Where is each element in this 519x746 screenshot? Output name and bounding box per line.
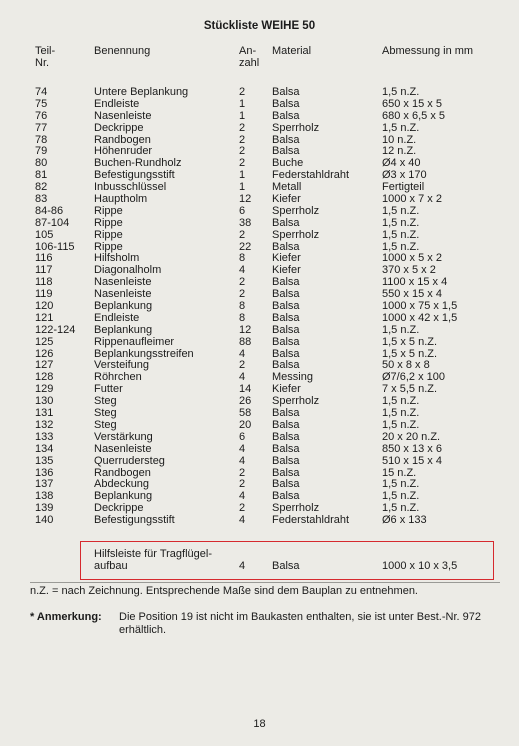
part-quantity: 2 — [239, 145, 246, 158]
part-material: Balsa — [272, 311, 300, 324]
extra-row-name-1: Hilfsleiste für Tragflügel- — [94, 548, 212, 560]
part-number: 83 — [35, 193, 48, 206]
part-material: Balsa — [272, 418, 300, 431]
part-dimension: 1,5 n.Z. — [382, 323, 420, 336]
part-material: Balsa — [272, 109, 300, 122]
part-material: Sperrholz — [272, 204, 320, 217]
part-quantity: 2 — [239, 466, 246, 479]
part-number: 127 — [35, 359, 54, 372]
part-quantity: 4 — [239, 514, 246, 527]
part-material: Balsa — [272, 430, 300, 443]
part-name: Befestigungsstift — [94, 514, 175, 527]
part-quantity: 2 — [239, 157, 246, 170]
part-quantity: 2 — [239, 228, 246, 241]
part-material: Federstahldraht — [272, 169, 350, 182]
part-quantity: 4 — [239, 454, 246, 467]
part-number: 84-86 — [35, 204, 64, 217]
part-number: 137 — [35, 478, 54, 491]
part-number: 132 — [35, 418, 54, 431]
part-dimension: 12 n.Z. — [382, 145, 417, 158]
part-name: Beplankung — [94, 300, 153, 313]
part-number: 134 — [35, 442, 54, 455]
part-name: Nasenleiste — [94, 442, 152, 455]
part-name: Futter — [94, 383, 123, 396]
table-row — [0, 111, 519, 123]
part-name: Buchen-Rundholz — [94, 157, 182, 170]
part-name: Verstärkung — [94, 430, 153, 443]
part-material: Balsa — [272, 288, 300, 301]
part-number: 118 — [35, 276, 53, 289]
part-name: Endleiste — [94, 311, 140, 324]
part-name: Rippenaufleimer — [94, 335, 175, 348]
table-row — [0, 218, 519, 230]
part-material: Messing — [272, 371, 313, 384]
part-number: 106-115 — [35, 240, 75, 253]
part-quantity: 4 — [239, 371, 246, 384]
part-name: Hauptholm — [94, 193, 148, 206]
part-name: Rippe — [94, 240, 123, 253]
part-dimension: 1,5 n.Z. — [382, 478, 420, 491]
table-row — [0, 206, 519, 218]
part-number: 120 — [35, 300, 54, 313]
table-row — [0, 479, 519, 491]
part-quantity: 26 — [239, 395, 252, 408]
part-quantity: 8 — [239, 311, 246, 324]
part-name: Röhrchen — [94, 371, 142, 384]
part-quantity: 1 — [239, 97, 246, 110]
part-dimension: 650 x 15 x 5 — [382, 97, 442, 110]
header-part-number: Teil- Nr. — [35, 45, 56, 69]
part-dimension: 50 x 8 x 8 — [382, 359, 430, 372]
part-number: 122-124 — [35, 323, 76, 336]
part-dimension: 1,5 n.Z. — [382, 121, 420, 134]
part-quantity: 2 — [239, 121, 246, 134]
part-number: 76 — [35, 109, 48, 122]
header-name: Benennung — [94, 45, 151, 57]
part-material: Balsa — [272, 216, 300, 229]
part-number: 74 — [35, 86, 48, 98]
part-dimension: 510 x 15 x 4 — [382, 454, 442, 467]
part-dimension: 370 x 5 x 2 — [382, 264, 436, 277]
part-number: 116 — [35, 252, 53, 265]
part-name: Endleiste — [94, 97, 140, 110]
part-name: Querrudersteg — [94, 454, 165, 467]
table-row — [0, 432, 519, 444]
part-number: 79 — [35, 145, 48, 158]
part-material: Balsa — [272, 133, 300, 146]
table-row — [0, 135, 519, 147]
part-name: Höhenruder — [94, 145, 153, 158]
part-dimension: Ø6 x 133 — [382, 514, 427, 527]
part-material: Metall — [272, 181, 302, 194]
table-row — [0, 170, 519, 182]
footnote: n.Z. = nach Zeichnung. Entsprechende Maße sind dem Bauplan zu entnehmen. — [30, 585, 418, 597]
table-row — [0, 491, 519, 503]
part-quantity: 2 — [239, 276, 246, 289]
page-title: Stückliste WEIHE 50 — [203, 20, 316, 32]
part-number: 121 — [35, 311, 54, 324]
part-quantity: 2 — [239, 359, 246, 372]
part-name: Beplankung — [94, 323, 153, 336]
part-number: 78 — [35, 133, 48, 146]
part-number: 87-104 — [35, 216, 70, 229]
part-material: Federstahldraht — [272, 514, 350, 527]
remark-text: Die Position 19 ist nicht im Baukasten enthalten, sie ist unter Best.-Nr. 972 erhältlich. — [119, 611, 481, 636]
part-dimension: 1000 x 75 x 1,5 — [382, 300, 458, 313]
part-number: 131 — [35, 407, 54, 420]
part-number: 133 — [35, 430, 54, 443]
table-row — [0, 420, 519, 432]
extra-row-qty: 4 — [239, 560, 246, 572]
part-dimension: 680 x 6,5 x 5 — [382, 109, 445, 122]
part-dimension: 1,5 n.Z. — [382, 490, 420, 503]
part-name: Nasenleiste — [94, 288, 152, 301]
part-name: Rippe — [94, 216, 123, 229]
part-quantity: 1 — [239, 169, 246, 182]
part-dimension: 550 x 15 x 4 — [382, 288, 442, 301]
part-material: Kiefer — [272, 193, 301, 206]
part-number: 140 — [35, 514, 54, 527]
table-row — [0, 194, 519, 206]
part-quantity: 4 — [239, 347, 246, 360]
part-name: Randbogen — [94, 466, 151, 479]
header-quantity: An- zahl — [239, 45, 260, 69]
part-dimension: 1100 x 15 x 4 — [382, 276, 448, 289]
part-name: Nasenleiste — [94, 276, 152, 289]
part-dimension: 7 x 5,5 n.Z. — [382, 383, 438, 396]
part-quantity: 22 — [239, 240, 252, 253]
part-dimension: 1,5 n.Z. — [382, 395, 420, 408]
part-name: Nasenleiste — [94, 109, 152, 122]
table-row — [0, 503, 519, 515]
table-row — [0, 396, 519, 408]
part-dimension: 1000 x 7 x 2 — [382, 193, 442, 206]
part-dimension: Ø3 x 170 — [382, 169, 427, 182]
part-dimension: 1,5 n.Z. — [382, 407, 420, 420]
table-row — [0, 444, 519, 456]
extra-row-name-2: aufbau — [94, 560, 128, 572]
part-material: Balsa — [272, 276, 300, 289]
part-number: 125 — [35, 335, 54, 348]
part-quantity: 1 — [239, 181, 246, 194]
part-name: Rippe — [94, 204, 123, 217]
part-number: 126 — [35, 347, 54, 360]
part-number: 135 — [35, 454, 54, 467]
table-row — [0, 123, 519, 135]
part-name: Hilfsholm — [94, 252, 140, 265]
part-number: 129 — [35, 383, 54, 396]
table-row — [0, 349, 519, 361]
table-row — [0, 515, 519, 527]
part-quantity: 6 — [239, 204, 246, 217]
part-material: Balsa — [272, 240, 300, 253]
part-quantity: 2 — [239, 478, 246, 491]
part-number: 119 — [35, 288, 53, 301]
part-material: Balsa — [272, 407, 300, 420]
table-row — [0, 384, 519, 396]
part-material: Buche — [272, 157, 304, 170]
part-name: Beplankung — [94, 490, 153, 503]
part-quantity: 12 — [239, 193, 252, 206]
part-quantity: 20 — [239, 418, 252, 431]
part-name: Steg — [94, 395, 117, 408]
part-material: Balsa — [272, 97, 300, 110]
part-name: Deckrippe — [94, 121, 144, 134]
part-quantity: 38 — [239, 216, 252, 229]
part-dimension: 1,5 n.Z. — [382, 228, 420, 241]
part-material: Kiefer — [272, 383, 301, 396]
part-material: Balsa — [272, 145, 300, 158]
part-quantity: 88 — [239, 335, 252, 348]
part-quantity: 58 — [239, 407, 252, 420]
part-number: 130 — [35, 395, 54, 408]
table-row — [0, 468, 519, 480]
part-number: 82 — [35, 181, 48, 194]
table-row — [0, 158, 519, 170]
table-row — [0, 230, 519, 242]
part-dimension: 1,5 n.Z. — [382, 240, 420, 253]
part-dimension: Fertigteil — [382, 181, 425, 194]
divider — [30, 582, 500, 583]
part-name: Untere Beplankung — [94, 86, 189, 98]
part-quantity: 2 — [239, 86, 246, 98]
part-number: 139 — [35, 502, 54, 515]
part-name: Beplankungsstreifen — [94, 347, 194, 360]
part-quantity: 2 — [239, 502, 246, 515]
part-name: Diagonalholm — [94, 264, 162, 277]
table-row — [0, 456, 519, 468]
part-material: Balsa — [272, 490, 300, 503]
part-name: Abdeckung — [94, 478, 150, 491]
table-row — [0, 253, 519, 265]
part-quantity: 4 — [239, 490, 246, 503]
highlight-box — [80, 541, 494, 580]
part-number: 128 — [35, 371, 54, 384]
part-name: Rippe — [94, 228, 123, 241]
table-row — [0, 313, 519, 325]
part-number: 138 — [35, 490, 54, 503]
table-row — [0, 408, 519, 420]
part-name: Befestigungsstift — [94, 169, 175, 182]
part-dimension: 1000 x 42 x 1,5 — [382, 311, 458, 324]
part-material: Balsa — [272, 335, 300, 348]
part-number: 75 — [35, 97, 48, 110]
part-material: Sperrholz — [272, 121, 320, 134]
part-name: Steg — [94, 407, 117, 420]
part-material: Balsa — [272, 347, 300, 360]
header-dimension: Abmessung in mm — [382, 45, 474, 57]
extra-row-dimension: 1000 x 10 x 3,5 — [382, 560, 458, 572]
table-row — [0, 146, 519, 158]
part-name: Inbusschlüssel — [94, 181, 167, 194]
part-quantity: 14 — [239, 383, 252, 396]
part-quantity: 2 — [239, 133, 246, 146]
part-dimension: 15 n.Z. — [382, 466, 417, 479]
header-material: Material — [272, 45, 312, 57]
part-material: Balsa — [272, 323, 300, 336]
table-row — [0, 325, 519, 337]
part-quantity: 1 — [239, 109, 246, 122]
part-name: Versteifung — [94, 359, 150, 372]
part-material: Sperrholz — [272, 228, 320, 241]
part-quantity: 8 — [239, 252, 246, 265]
table-row — [0, 337, 519, 349]
part-number: 117 — [35, 264, 53, 277]
part-quantity: 2 — [239, 288, 246, 301]
table-row — [0, 99, 519, 111]
part-number: 77 — [35, 121, 48, 134]
page-number: 18 — [253, 718, 266, 730]
part-quantity: 4 — [239, 442, 246, 455]
part-dimension: 1,5 n.Z. — [382, 502, 420, 515]
part-dimension: 1,5 n.Z. — [382, 216, 420, 229]
table-row — [0, 372, 519, 384]
part-material: Balsa — [272, 466, 300, 479]
part-number: 136 — [35, 466, 54, 479]
part-material: Kiefer — [272, 264, 301, 277]
part-quantity: 6 — [239, 430, 246, 443]
part-dimension: 1,5 x 5 n.Z. — [382, 347, 438, 360]
part-dimension: Ø7/6,2 x 100 — [382, 371, 445, 384]
part-material: Balsa — [272, 478, 300, 491]
part-material: Kiefer — [272, 252, 301, 265]
part-material: Sperrholz — [272, 502, 320, 515]
part-name: Randbogen — [94, 133, 151, 146]
part-quantity: 12 — [239, 323, 252, 336]
extra-row-material: Balsa — [272, 560, 300, 572]
part-name: Deckrippe — [94, 502, 144, 515]
part-material: Balsa — [272, 300, 300, 313]
part-dimension: 1,5 n.Z. — [382, 86, 420, 98]
part-dimension: 850 x 13 x 6 — [382, 442, 442, 455]
part-material: Balsa — [272, 442, 300, 455]
part-dimension: 20 x 20 n.Z. — [382, 430, 441, 443]
part-material: Sperrholz — [272, 395, 320, 408]
part-dimension: 1,5 n.Z. — [382, 418, 420, 431]
part-quantity: 8 — [239, 300, 246, 313]
part-material: Balsa — [272, 454, 300, 467]
remark-label: * Anmerkung: — [30, 611, 102, 623]
part-dimension: 1,5 x 5 n.Z. — [382, 335, 438, 348]
parts-table — [0, 87, 519, 527]
part-number: 105 — [35, 228, 54, 241]
part-dimension: 1,5 n.Z. — [382, 204, 420, 217]
part-dimension: Ø4 x 40 — [382, 157, 421, 170]
part-number: 81 — [35, 169, 48, 182]
part-dimension: 1000 x 5 x 2 — [382, 252, 442, 265]
part-number: 80 — [35, 157, 48, 170]
part-dimension: 10 n.Z. — [382, 133, 417, 146]
part-material: Balsa — [272, 359, 300, 372]
part-name: Steg — [94, 418, 117, 431]
part-quantity: 4 — [239, 264, 246, 277]
part-material: Balsa — [272, 86, 300, 98]
